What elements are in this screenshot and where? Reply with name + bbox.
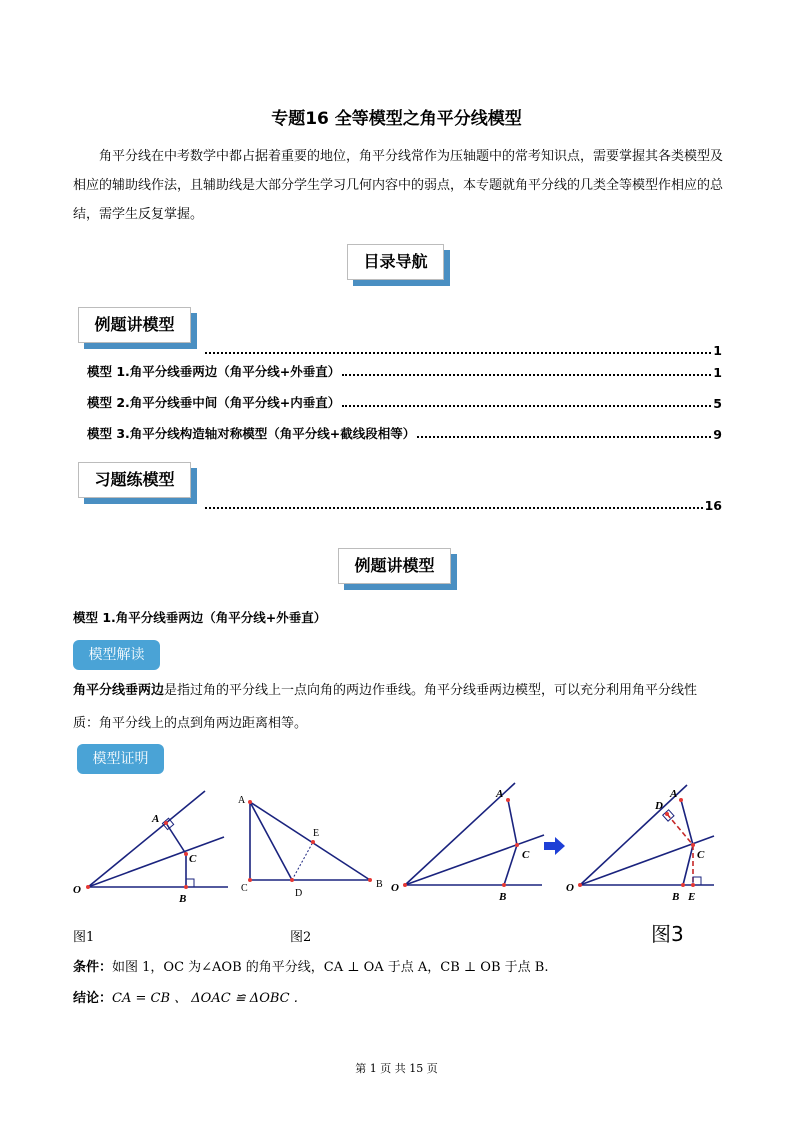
fig2-point-c [248, 878, 252, 882]
condition-line [73, 951, 723, 984]
fig2-bisector-ad [250, 802, 292, 880]
fig2-label-a: A [238, 795, 246, 806]
fig1-bisector [88, 837, 224, 887]
fig3b-label-a: A [670, 788, 678, 800]
toc-item-model3[interactable] [87, 424, 722, 442]
figure-3-left [391, 783, 544, 903]
fig2-point-b [368, 878, 372, 882]
figures-panel [0, 780, 793, 915]
condition-text: 如图 1，OC 为∠AOB 的角平分线，CA ⊥ OA 于点 A，CB ⊥ OB 于点 B. [112, 960, 549, 975]
intro-paragraph: 角平分线在中考数学中都占据着重要的地位，角平分线常作为压轴题中的常考知识点，需要掌握其各类模型及相应的辅助线作法，且辅助线是大部分学生学习几何内容中的弱点，本专题就角平分线的几类全等模型作相应的总结，需学生反复掌握。 [73, 149, 724, 222]
fig2-perp-de [292, 842, 313, 880]
toc-item-model1[interactable] [87, 362, 722, 380]
fig2-label-e: E [313, 828, 320, 839]
toc-page-number: 9 [713, 427, 722, 442]
fig2-label-b: B [376, 879, 383, 890]
toc-dots [417, 436, 711, 438]
fig1-point-b [184, 885, 188, 889]
fig2-point-e [311, 840, 315, 844]
toc-item-label: 模型 1.角平分线垂两边（角平分线+外垂直） [87, 364, 341, 379]
fig3b-point-b [681, 883, 685, 887]
fig3b-point-e [691, 883, 695, 887]
fig1-label-c: C [189, 853, 197, 865]
fig3a-point-a [506, 798, 510, 802]
fig3a-segment-cb [504, 845, 517, 885]
toc-item-label: 模型 2.角平分线垂中间（角平分线+内垂直） [87, 395, 341, 410]
fig2-caption: 图2 [290, 930, 312, 945]
toc-dots [205, 352, 711, 354]
toc-page-number: 1 [713, 343, 722, 358]
fig3b-label-c: C [697, 849, 705, 861]
fig1-label-a: A [152, 813, 160, 825]
fig2-point-a [248, 800, 252, 804]
fig3b-point-a [679, 798, 683, 802]
fig3b-segment-ac [681, 800, 693, 845]
fig2-label-d: D [295, 888, 303, 899]
fig3b-point-o [578, 883, 582, 887]
toc-dots [205, 507, 703, 509]
toc-heading: 目录导航 [347, 244, 444, 280]
fig3b-point-d [665, 812, 669, 816]
toc-dots [342, 374, 711, 376]
reading-paragraph [73, 674, 723, 740]
page-title: 专题16 全等模型之角平分线模型 [271, 109, 522, 129]
fig3b-label-b: B [672, 891, 680, 903]
toc-exercises-line[interactable] [203, 495, 722, 513]
conclusion-line [73, 982, 723, 1015]
reading-text: 是指过角的平分线上一点向角的两边作垂线。角平分线垂两边模型，可以充分利用角平分线性质：角平分线上的点到角两边距离相等。 [73, 683, 698, 731]
toc-examples-heading: 例题讲模型 [78, 307, 191, 343]
fig2-side-ab [250, 802, 370, 880]
toc-item-model2[interactable] [87, 393, 722, 411]
conclusion-label: 结论： [73, 991, 113, 1006]
fig3b-point-c [691, 843, 695, 847]
fig3a-label-b: B [499, 891, 507, 903]
fig3a-segment-ac [508, 800, 517, 845]
reading-bold: 角平分线垂两边 [73, 683, 165, 698]
pill-proof: 模型证明 [77, 744, 164, 774]
fig1-caption: 图1 [73, 930, 95, 945]
toc-page-number: 16 [704, 498, 722, 513]
conclusion-text: CA = CB 、 ΔOAC ≌ ΔOBC . [112, 991, 298, 1006]
fig1-label-o: O [73, 884, 81, 896]
fig2-point-d [290, 878, 294, 882]
page-footer: 第 1 页 共 15 页 [355, 1062, 438, 1075]
toc-page-number: 1 [713, 365, 722, 380]
fig3b-label-o: O [566, 882, 574, 894]
toc-dots [342, 405, 711, 407]
toc-page-number: 5 [713, 396, 722, 411]
fig1-label-b: B [179, 893, 187, 905]
figure-2 [238, 795, 383, 899]
fig3b-ray-oa [580, 785, 687, 885]
model1-title: 模型 1.角平分线垂两边（角平分线+外垂直） [73, 610, 327, 625]
fig3a-point-o [403, 883, 407, 887]
arrow-icon [544, 837, 565, 855]
figure-1 [73, 791, 228, 905]
toc-examples-line[interactable] [203, 340, 722, 358]
fig3a-label-c: C [522, 849, 530, 861]
fig3b-segment-cb [683, 845, 693, 885]
fig3a-point-c [515, 843, 519, 847]
pill-reading: 模型解读 [73, 640, 160, 670]
toc-exercises-heading: 习题练模型 [78, 462, 191, 498]
fig3b-label-e: E [688, 891, 696, 903]
fig3a-label-a: A [496, 788, 504, 800]
fig3-caption: 图3 [651, 922, 684, 946]
fig2-label-c: C [241, 883, 248, 894]
toc-item-label: 模型 3.角平分线构造轴对称模型（角平分线+截线段相等） [87, 426, 416, 441]
fig1-point-a [164, 821, 168, 825]
fig1-ray-oa [88, 791, 205, 887]
fig3b-label-d: D [655, 800, 663, 812]
section-heading: 例题讲模型 [338, 548, 451, 584]
fig1-point-c [184, 852, 188, 856]
fig1-point-o [86, 885, 90, 889]
fig3a-point-b [502, 883, 506, 887]
condition-label: 条件： [73, 960, 113, 975]
figure-3-right [566, 785, 714, 903]
fig3a-label-o: O [391, 882, 399, 894]
fig1-segment-ca [166, 823, 186, 854]
